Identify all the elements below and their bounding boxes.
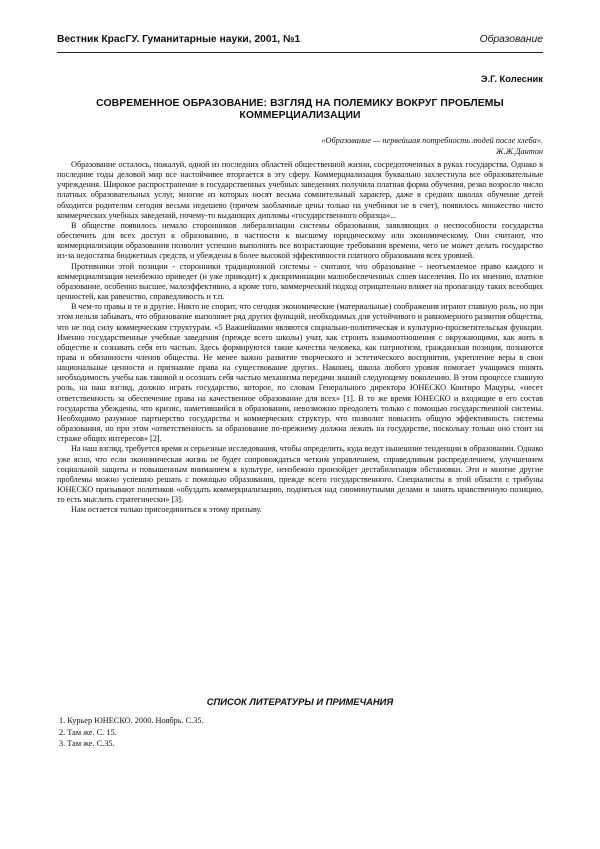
body-paragraph: Нам остается только присоединиться к этому призыву. [71,505,262,515]
running-header [57,34,543,45]
epigraph [243,135,543,157]
article-author: Э.Г. Колесник [480,73,543,84]
journal-section: Образование [479,34,543,45]
body-paragraph: В обществе появилось немало сторонников либерализации системы образования, заявляющих о неспособности государства обеспечить для всех доступ к образованию, в частности к высшему юридическому или экономическому. Они считают, что коммерциализация образования позволит успешно выполнять все возрастающие требования времени, чего не может делать государство из-за недостатка бюджетных средств, и убеждены в более высокой эффективности платного образования всех уровней. [57,220,543,261]
article-body [57,160,543,515]
epigraph-attribution: Ж.Ж.Дантон [495,147,543,156]
body-paragraph: На наш взгляд, требуется время и серьезные исследования, чтобы определить, куда ведут нынешние тенденции в образовании. Однако уже ясно, что если экономическая жизнь не будет сопровождаться четким управлением, справедливым распределением, улучшением социальной защиты и повышенным вниманием к культуре, неизбежно произойдет дестабилизация обстановки. Эти и многие другие проблемы можно успешно решать с помощью образования, прежде всего государственного. Специалисты в этой области с трибуны ЮНЕСКО призывают политиков «обуздать коммерциализацию, подняться над сиюминутными делами и занять нравственную позицию, то есть мыслить стратегически» [3]. [57,444,543,505]
body-paragraph: Образование осталось, пожалуй, одной из последних областей общественной жизни, сосредоточенных в руках государства. Однако в последние годы деловой мир все настойчивее вторгается в эту сферу. Коммерциализация буквально захлестнула все образовательные учреждения. Широкое распространение в государственных учебных заведениях получила платная форма обучения, резко возросло число платных образовательных услуг, многие из которых носят весьма сомнительный характер, даже в средних школах обучение детей обходится родителям сегодня весьма недешево (причем заоблачные цены только на учебники не в счет), появилось множество чисто коммерческих учебных заведений, почему-то выдающих дипломы «государственного образца»... [57,160,543,220]
reference-item: 2. Там же. С. 15. [59,727,117,737]
journal-title: Вестник КрасГУ. Гуманитарные науки, 2001, №1 [57,34,301,45]
body-paragraph: Противники этой позиции - сторонники традиционной системы - считают, что образование - неотъемлемое право каждого и коммерциализация неизбежно приведет (и уже приводит) к дискриминации малообеспеченных слоев населения. По их мнению, платное образование, особенно высшее, малоэффективно, а кроме того, коммерческий подход отрицательно влияет на пропаганду таких всеобщих ценностей, как равенство, справедливость и т.п. [57,261,543,302]
header-divider [57,52,543,53]
reference-item: 1. Курьер ЮНЕСКО. 2000. Ноябрь. С.35. [59,716,204,725]
body-paragraph: В чем-то правы и те и другие. Никто не спорит, что сегодня экономические (материальные) соображения играют главную роль, но при этом нельзя забывать, что образование выполняет ряд других функций, необходимых для устойчивого и равномерного развития общества, что не под силу коммерческим структурам. «5 Важнейшими являются социально-политическая и культурно-просветительская функции. Именно государственные учебные заведения (прежде всего школы) учат, как строить взаимоотношения с окружающими, как жить в обществе и сознавать себя его частью. Здесь формируются такие качества человека, как патриотизм, гражданская позиция, познаются права и обязанности членов общества. Не менее важно развитие творческого и эстетического восприятия, укрепление веры в свои национальные ценности и признание права на существование других. Наконец, школа любого уровня помогает учащимся понять необходимость учебы как таковой и осознать себя частью механизма передачи знаний следующему поколению. В этом процессе главную роль, на наш взгляд, должно играть государство, которое, по словам Генерального директора ЮНЕСКО Коитиро Мацуры, «несет ответственность за обеспечение права на качественное образование для всех» [1]. В то же время ЮНЕСКО и входящие в его состав государства убеждены, что кризис, наметившийся в образовании, невозможно преодолеть только с помощью государственной системы. Необходимо разумное партнерство государства и коммерческих структур, что позволит повысить общую эффективность системы образования, но при этом «ответственность за образование по-прежнему должна лежать на государстве, поскольку только оно стоит на страже общих интересов» [2]. [57,302,543,444]
reference-item: 3. Там же. С.35. [59,739,115,748]
references-heading: СПИСОК ЛИТЕРАТУРЫ И ПРИМЕЧАНИЯ [206,696,394,707]
article-title: СОВРЕМЕННОЕ ОБРАЗОВАНИЕ: ВЗГЛЯД НА ПОЛЕМИКУ ВОКРУГ ПРОБЛЕМЫ КОММЕРЦИАЛИЗАЦИИ [96,98,504,121]
epigraph-quote: «Образование — первейшая потребность людей после хлеба». [321,136,543,145]
references-list [57,715,543,750]
